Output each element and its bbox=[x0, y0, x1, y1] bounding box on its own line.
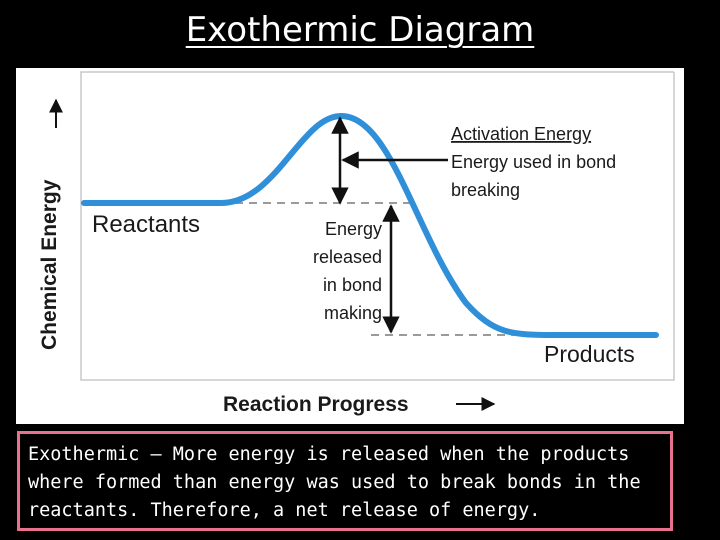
energy-released-label-3: in bond bbox=[322, 275, 382, 295]
activation-energy-title: Activation Energy bbox=[451, 124, 592, 144]
x-axis-label: Reaction Progress bbox=[223, 393, 409, 416]
page-title: Exothermic Diagram bbox=[185, 10, 535, 50]
energy-released-label-2: released bbox=[312, 247, 382, 267]
products-label: Products bbox=[544, 341, 635, 367]
energy-diagram-svg bbox=[16, 68, 684, 424]
reactants-label: Reactants bbox=[92, 211, 201, 238]
activation-energy-desc-1: Energy used in bond bbox=[451, 152, 617, 172]
energy-released-label-4: making bbox=[323, 303, 382, 323]
energy-released-label-1: Energy bbox=[324, 219, 382, 239]
y-axis-label: Chemical Energy bbox=[38, 179, 61, 350]
energy-diagram bbox=[16, 68, 684, 424]
caption-box: Exothermic – More energy is released when the products where formed than energy was used to break bonds in the reactants. Therefore, a net release of energy. bbox=[17, 431, 673, 531]
activation-energy-desc-2: breaking bbox=[451, 180, 521, 200]
